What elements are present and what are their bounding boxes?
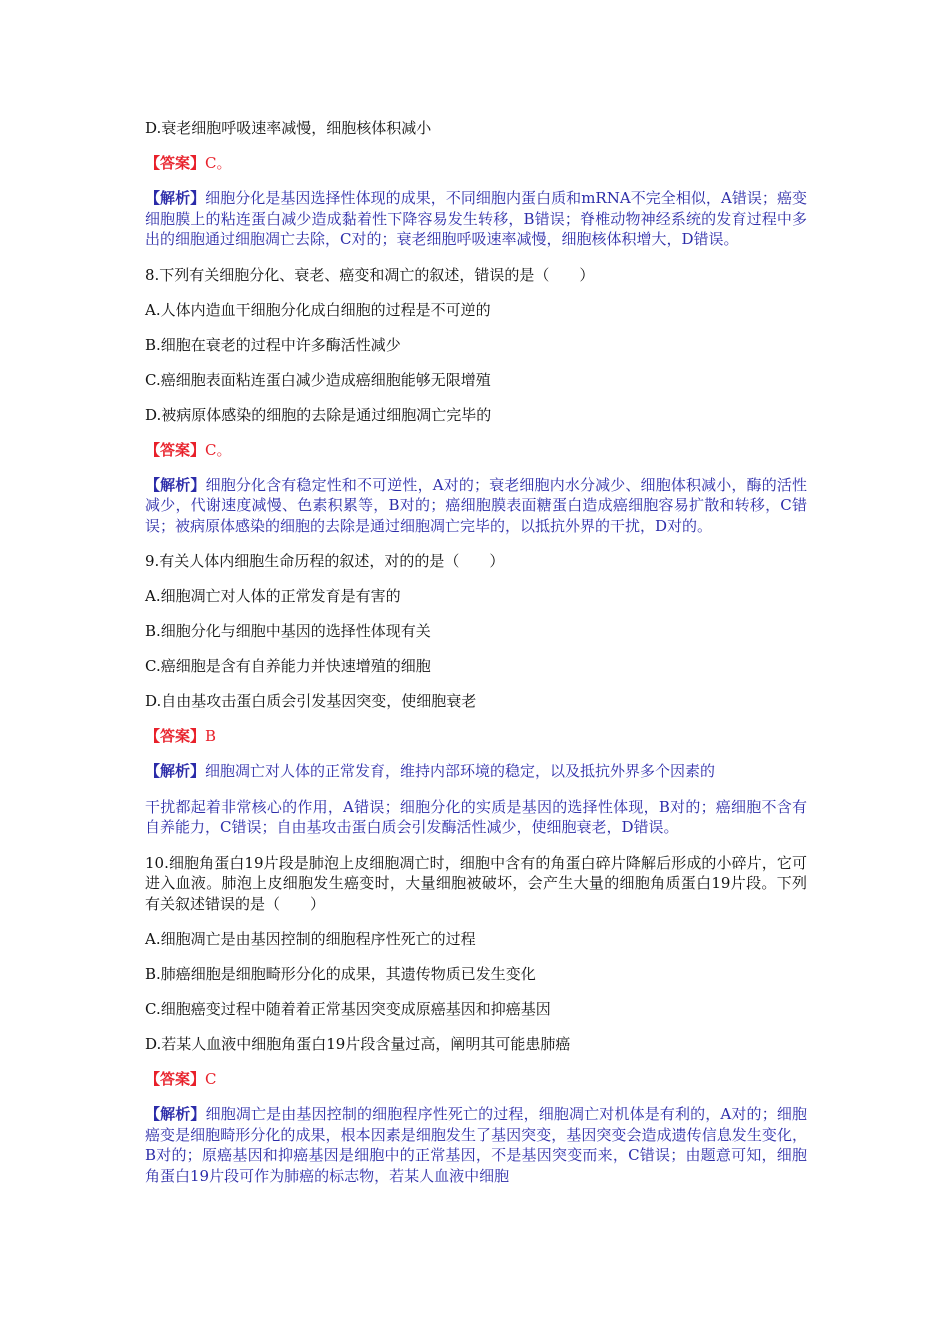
q7-option-d: D.衰老细胞呼吸速率减慢，细胞核体积减小: [145, 119, 432, 137]
q9-explanation-1: [145, 761, 807, 782]
q9-stem: 9.有关人体内细胞生命历程的叙述，对的的是（ ）: [145, 552, 505, 570]
q10-option-d: D.若某人血液中细胞角蛋白19片段含量过高，阐明其可能患肺癌: [145, 1035, 571, 1053]
q8-explanation: [145, 475, 807, 537]
q8-option-a: A.人体内造血干细胞分化成白细胞的过程是不可逆的: [145, 300, 491, 319]
q8-option-c: C.癌细胞表面粘连蛋白减少造成癌细胞能够无限增殖: [145, 370, 491, 389]
q8-option-d: D.被病原体感染的细胞的去除是通过细胞凋亡完毕的: [145, 405, 492, 424]
q9-explain-text-1: 细胞凋亡对人体的正常发育，维持内部环境的稳定，以及抵抗外界多个因素的: [205, 762, 716, 780]
document-page: [145, 118, 807, 1186]
q10-explain-label: 【解析】: [145, 1105, 206, 1123]
q8-stem: 8.下列有关细胞分化、衰老、癌变和凋亡的叙述，错误的是（ ）: [145, 265, 595, 284]
q7-answer-label: 【答案】: [145, 154, 206, 172]
q10-answer-label: 【答案】: [145, 1070, 206, 1088]
q8-answer-label: 【答案】: [145, 440, 206, 459]
q9-option-d: D.自由基攻击蛋白质会引发基因突变，使细胞衰老: [145, 692, 477, 710]
q8-explain-label: 【解析】: [145, 475, 206, 494]
q9-explain-label: 【解析】: [145, 762, 206, 780]
q7-explanation: [145, 188, 807, 250]
q9-answer-value: B: [205, 727, 217, 745]
q10-option-b: B.肺癌细胞是细胞畸形分化的成果，其遗传物质已发生变化: [145, 965, 536, 983]
q10-explanation: [145, 1104, 807, 1186]
q7-answer-value: C。: [205, 154, 232, 172]
q9-option-c: C.癌细胞是含有自养能力并快速增殖的细胞: [145, 657, 431, 675]
q7-explain-text: 细胞分化是基因选择性体现的成果，不同细胞内蛋白质和mRNA不完全相似，A错误；癌变细胞膜上的粘连蛋白减少造成黏着性下降容易发生转移，B错误；脊椎动物神经系统的发育过程中多出的细胞通过细胞凋亡去除，C对的；衰老细胞呼吸速率减慢，细胞核体积增大，D错误。: [145, 189, 807, 248]
q7-answer: [145, 153, 807, 173]
q9-answer-label: 【答案】: [145, 727, 206, 745]
q10-answer-value: C: [205, 1070, 217, 1088]
q7-explain-label: 【解析】: [145, 189, 206, 207]
q8-explain-text: 细胞分化含有稳定性和不可逆性，A对的；衰老细胞内水分减少、细胞体积减小，酶的活性减少，代谢速度减慢、色素积累等，B对的；癌细胞膜表面糖蛋白造成癌细胞容易扩散和转移，C错误；被病原体感染的细胞的去除是通过细胞凋亡完毕的，以抵抗外界的干扰，D对的。: [145, 475, 807, 535]
q10-answer: [145, 1069, 807, 1089]
q10-stem: 10.细胞角蛋白19片段是肺泡上皮细胞凋亡时，细胞中含有的角蛋白碎片降解后形成的小碎片，它可进入血液。肺泡上皮细胞发生癌变时，大量细胞被破坏，会产生大量的细胞角质蛋白19片段。下列有关叙述错误的是（ ）: [145, 853, 807, 913]
q9-answer: [145, 726, 807, 746]
q10-option-a: A.细胞凋亡是由基因控制的细胞程序性死亡的过程: [145, 930, 476, 948]
q8-option-b: B.细胞在衰老的过程中许多酶活性减少: [145, 335, 401, 354]
q9-option-a: A.细胞凋亡对人体的正常发育是有害的: [145, 587, 401, 605]
q8-answer: [145, 440, 807, 460]
q9-option-b: B.细胞分化与细胞中基因的选择性体现有关: [145, 622, 431, 640]
q8-answer-value: C。: [205, 440, 232, 459]
q10-explain-text: 细胞凋亡是由基因控制的细胞程序性死亡的过程，细胞凋亡对机体是有利的，A对的；细胞癌变是细胞畸形分化的成果，根本因素是细胞发生了基因突变，基因突变会造成遗传信息发生变化，B对的；原癌基因和抑癌基因是细胞中的正常基因，不是基因突变而来，C错误；由题意可知，细胞角蛋白19片段可作为肺癌的标志物，若某人血液中细胞: [145, 1105, 807, 1185]
q9-explanation-2: 干扰都起着非常核心的作用，A错误；细胞分化的实质是基因的选择性体现，B对的；癌细胞不含有自养能力，C错误；自由基攻击蛋白质会引发酶活性减少，使细胞衰老，D错误。: [145, 797, 807, 836]
q10-option-c: C.细胞癌变过程中随着着正常基因突变成原癌基因和抑癌基因: [145, 1000, 551, 1018]
